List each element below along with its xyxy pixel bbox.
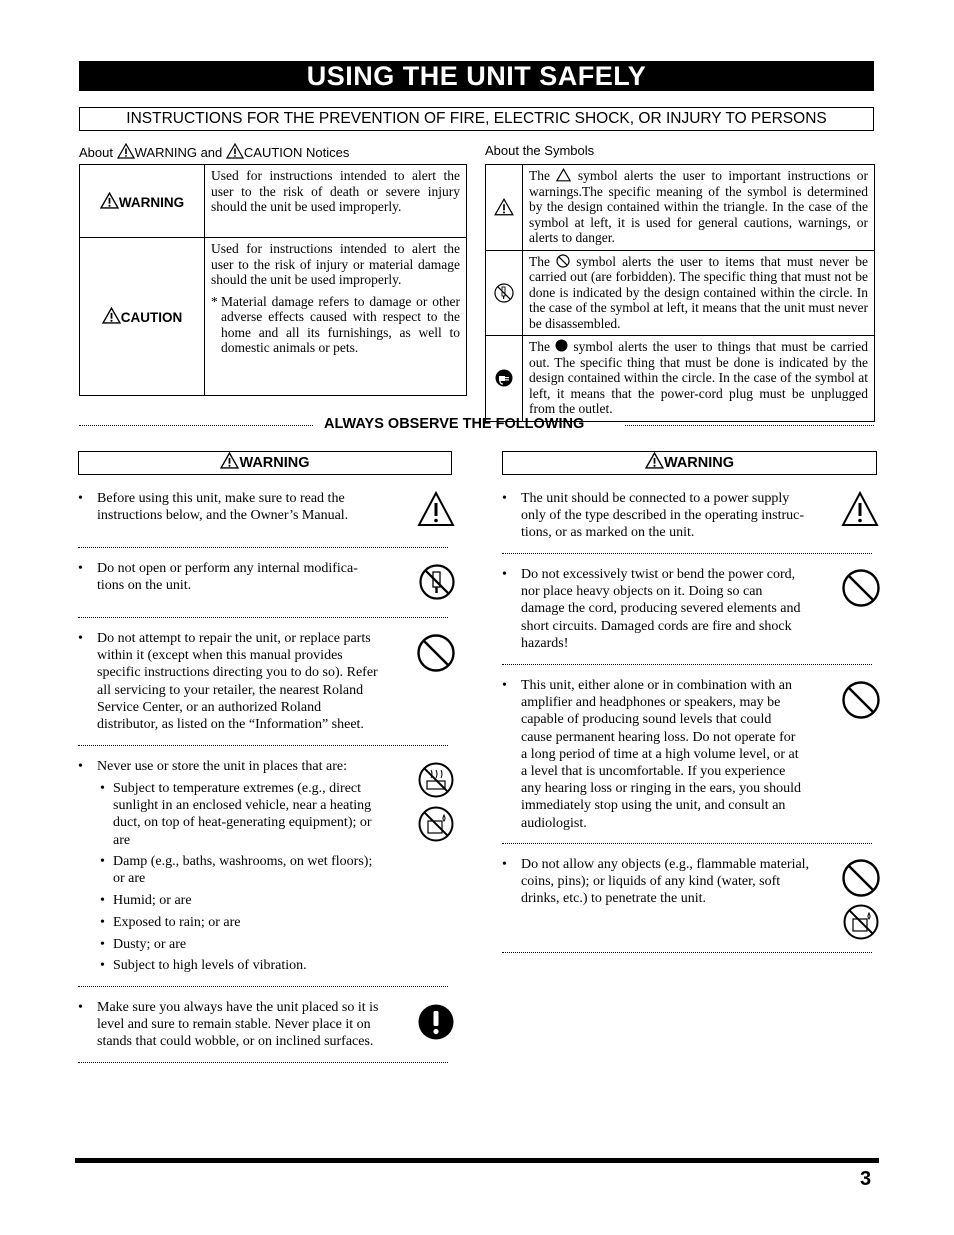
warning-triangle-icon xyxy=(117,143,135,159)
item-line: Never use or store the unit in places that are: xyxy=(97,759,347,774)
item-line: stands that could wobble, or on inclined surfaces. xyxy=(97,1034,374,1050)
divider xyxy=(502,664,872,665)
symbol-row-triangle xyxy=(486,165,875,251)
prohibited-icon xyxy=(556,254,570,268)
caution-triangle-icon xyxy=(102,307,121,324)
page-title: USING THE UNIT SAFELY xyxy=(79,61,874,91)
item-line: only of the type described in the operating instruc- xyxy=(521,508,805,524)
bullet: • xyxy=(100,781,105,796)
item-line: Service Center, or an authorized Roland xyxy=(97,699,322,715)
general-warning-icon xyxy=(841,491,879,527)
item-line: all servicing to your retailer, the nearest Roland xyxy=(97,682,364,698)
left-item-no-modify xyxy=(78,560,408,600)
footer-rule xyxy=(75,1158,879,1163)
bullet: • xyxy=(100,958,105,973)
bullet: • xyxy=(78,561,83,576)
symbols-table xyxy=(485,164,875,422)
item-line: instructions below, and the Owner’s Manual. xyxy=(97,508,349,524)
symbol-row-prohibited xyxy=(486,250,875,336)
divider-left xyxy=(79,425,313,426)
no-moisture-icon xyxy=(417,805,455,843)
page-number: 3 xyxy=(860,1168,872,1190)
warning-triangle-icon xyxy=(220,452,239,469)
item-line: audiologist. xyxy=(521,815,587,831)
bullet: • xyxy=(502,567,507,582)
symbol-row-pre: The xyxy=(529,339,550,354)
unplug-icon xyxy=(494,368,514,388)
prohibited-icon xyxy=(416,633,456,673)
divider-right xyxy=(625,425,874,426)
notices-heading xyxy=(79,143,349,160)
sub-item-line: duct, on top of heat-generating equipment); or xyxy=(113,815,372,831)
prohibited-icon xyxy=(841,858,881,898)
sub-item-line: or are xyxy=(113,871,146,887)
notices-table xyxy=(79,164,467,396)
sub-item-line: Subject to high levels of vibration. xyxy=(113,958,307,973)
item-line: short circuits. Damaged cords are fire and shock xyxy=(521,618,792,634)
bullet: • xyxy=(78,491,83,506)
right-item-hearing-loss xyxy=(502,677,842,835)
left-item-storage-places xyxy=(78,758,408,978)
caution-description: Used for instructions intended to alert the user to the risk of injury or material damage should the unit be used improperly. xyxy=(211,241,460,287)
triangle-inline-icon xyxy=(556,168,571,182)
mandatory-icon xyxy=(417,1003,455,1041)
warning-triangle-icon xyxy=(100,192,119,209)
item-line: tions, or as marked on the unit. xyxy=(521,525,695,541)
sub-item-line: Subject to temperature extremes (e.g., direct xyxy=(113,781,362,796)
item-line: specific instructions directing you to do so). Refer xyxy=(97,665,378,681)
item-line: tions on the unit. xyxy=(97,578,192,594)
no-heat-icon xyxy=(417,761,455,799)
item-line: This unit, either alone or in combination with an xyxy=(521,678,792,693)
divider xyxy=(78,986,448,987)
left-item-read-manual xyxy=(78,490,418,530)
sub-item-line: Damp (e.g., baths, washrooms, on wet floors); xyxy=(113,854,373,869)
sub-item-line: Exposed to rain; or are xyxy=(113,915,241,930)
item-line: a level that is uncomfortable. If you experience xyxy=(521,764,786,780)
item-line: Do not attempt to repair the unit, or replace parts xyxy=(97,631,371,646)
bullet: • xyxy=(100,937,105,952)
no-liquids-icon xyxy=(842,903,880,941)
sub-item-line: Humid; or are xyxy=(113,893,192,908)
left-warning-label: WARNING xyxy=(239,455,310,471)
bullet: • xyxy=(502,857,507,872)
bullet: • xyxy=(502,678,507,693)
item-line: cause permanent hearing loss. Do not operate for xyxy=(521,729,796,745)
caution-note-marker: * xyxy=(211,293,218,309)
bullet: • xyxy=(100,915,105,930)
symbol-row-text: symbol alerts the user to items that must never be carried out (are forbidden). The specific thing that must not be done is indicated by the design contained within the circle. In the case of the symbol at left, it means that the unit must never be disassembled. xyxy=(529,253,869,331)
always-observe-heading: ALWAYS OBSERVE THE FOLLOWING xyxy=(324,416,585,432)
right-warning-box xyxy=(502,451,877,475)
item-line: within it (except when this manual provides xyxy=(97,648,343,664)
left-warning-box xyxy=(78,451,452,475)
item-line: Do not open or perform any internal modifica- xyxy=(97,561,358,576)
sub-item-line: sunlight in an enclosed vehicle, near a heating xyxy=(113,798,372,814)
right-item-power-supply xyxy=(502,490,842,545)
right-item-power-cord xyxy=(502,566,842,656)
sub-item-line: are xyxy=(113,832,131,848)
prohibited-icon xyxy=(841,680,881,720)
item-line: drinks, etc.) to penetrate the unit. xyxy=(521,891,707,907)
bullet: • xyxy=(78,759,83,774)
divider xyxy=(502,843,872,844)
item-line: a long period of time at a high volume level, or at xyxy=(521,746,799,762)
item-line: damage the cord, producing severed elements and xyxy=(521,601,801,617)
divider xyxy=(502,952,872,953)
prohibited-icon xyxy=(841,568,881,608)
item-line: The unit should be connected to a power supply xyxy=(521,491,790,506)
item-line: any hearing loss or ringing in the ears, you should xyxy=(521,781,801,797)
caution-triangle-icon xyxy=(226,143,244,159)
item-line: Do not allow any objects (e.g., flammable material, xyxy=(521,857,810,872)
divider xyxy=(78,547,448,548)
symbol-row-pre: The xyxy=(529,253,550,269)
right-item-foreign-objects xyxy=(502,856,842,911)
do-not-disassemble-icon xyxy=(493,282,515,304)
item-line: coins, pins); or liquids of any kind (water, soft xyxy=(521,874,781,890)
item-line: nor place heavy objects on it. Doing so can xyxy=(521,584,763,600)
item-line: level and sure to remain stable. Never place it on xyxy=(97,1017,371,1033)
divider xyxy=(78,1062,448,1063)
sub-item-line: Dusty; or are xyxy=(113,937,187,952)
caution-note-text: Material damage refers to damage or other adverse effects caused with respect to the home and all its furnishings, as well to domestic animals or pets. xyxy=(221,293,460,355)
item-line: Make sure you always have the unit placed so it is xyxy=(97,1000,379,1015)
warning-triangle-icon xyxy=(645,452,664,469)
caution-label-cell xyxy=(80,238,205,396)
bullet: • xyxy=(502,491,507,506)
notices-heading-caution: CAUTION Notices xyxy=(243,145,350,160)
item-line: capable of producing sound levels that could xyxy=(521,712,772,728)
caution-label: CAUTION xyxy=(120,310,183,326)
left-item-stable-placement xyxy=(78,999,418,1054)
bullet: • xyxy=(100,854,105,869)
item-line: amplifier and headphones or speakers, may be xyxy=(521,695,781,711)
triangle-warning-icon xyxy=(494,198,514,216)
divider xyxy=(78,745,448,746)
left-item-no-repair xyxy=(78,630,418,735)
symbol-row-pre: The xyxy=(529,168,550,183)
item-line: Before using this unit, make sure to read the xyxy=(97,491,345,506)
item-line: Do not excessively twist or bend the power cord, xyxy=(521,567,796,582)
symbol-row-text: symbol alerts the user to things that must be carried out. The specific thing that must be done is indicated by the design contained within the circle. In the case of the symbol at left, it means that the power-cord plug must be unplugged from the outlet. xyxy=(529,339,869,416)
bullet: • xyxy=(78,1000,83,1015)
notices-heading-warning: WARNING and xyxy=(134,145,223,160)
bullet: • xyxy=(100,893,105,908)
general-warning-icon xyxy=(417,491,455,527)
symbols-heading: About the Symbols xyxy=(485,143,595,158)
item-line: hazards! xyxy=(521,635,569,651)
symbol-row-text: symbol alerts the user to important instructions or warnings.The specific meaning of the symbol is determined by the design contained within the triangle. In the case of the symbol at left, it is used for general cautions, warnings, or alerts to danger. xyxy=(529,168,868,245)
symbol-row-mandatory xyxy=(486,336,875,422)
warning-label: WARNING xyxy=(118,194,185,210)
item-line: distributor, as listed on the “Information” sheet. xyxy=(97,717,364,733)
item-line: immediately stop using the unit, and consult an xyxy=(521,798,786,814)
warning-label-cell xyxy=(80,165,205,238)
caution-note xyxy=(211,294,460,356)
divider xyxy=(502,553,872,554)
bullet: • xyxy=(78,631,83,646)
page-subtitle: INSTRUCTIONS FOR THE PREVENTION OF FIRE, ELECTRIC SHOCK, OR INJURY TO PERSONS xyxy=(79,107,874,131)
divider xyxy=(78,617,448,618)
right-warning-label: WARNING xyxy=(663,455,735,471)
notices-heading-about: About xyxy=(79,145,113,160)
warning-description: Used for instructions intended to alert the user to the risk of death or severe injury should the unit be used improperly. xyxy=(205,165,467,238)
mandatory-icon xyxy=(555,339,568,352)
do-not-disassemble-icon xyxy=(418,563,456,601)
